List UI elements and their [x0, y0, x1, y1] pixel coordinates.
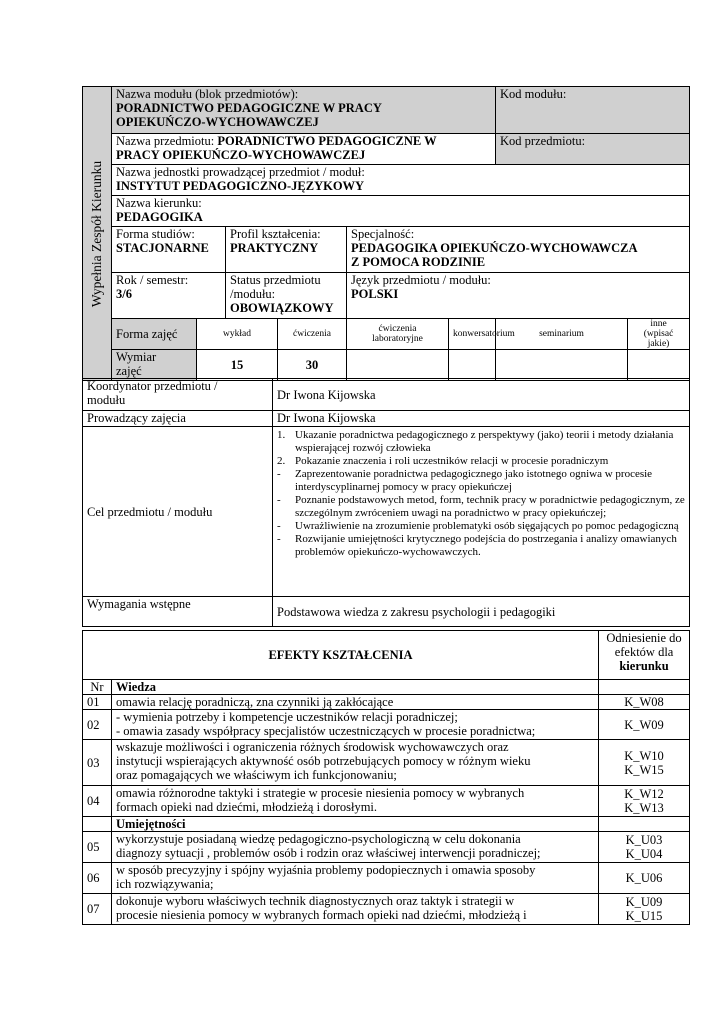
lecture-label: wykład	[223, 329, 251, 339]
goal-item: 1. Ukazanie poradnictwa pedagogicznego z perspektywy (jako) teorii i metody działania wspierającej rozwój człowieka	[277, 429, 674, 454]
coordinator-label-line2: modułu	[87, 393, 126, 407]
other-header	[628, 319, 690, 350]
table-row	[83, 832, 690, 863]
specialization-value-line2: Z POMOCA RODZINIE	[351, 255, 486, 269]
class-form-label: Forma zajęć	[116, 327, 178, 341]
exercises-label: ćwiczenia	[293, 329, 331, 339]
prerequisites-label: Wymagania wstępne	[87, 597, 191, 611]
field-label: Nazwa kierunku:	[116, 196, 202, 210]
skills-label: Umiejętności	[116, 817, 186, 831]
prerequisites-value: Podstawowa wiedza z zakresu psychologii i pedagogiki	[277, 604, 556, 619]
row-nr: 03	[83, 740, 112, 786]
knowledge-header-ref	[599, 680, 690, 695]
skills-header	[112, 817, 599, 832]
status-label-line1: Status przedmiotu	[230, 273, 321, 287]
row-reference: K_U03 K_U04	[599, 832, 690, 863]
goal-label-cell	[83, 427, 273, 597]
module-name-cell	[112, 87, 496, 134]
status-cell	[226, 273, 347, 319]
exercises-header	[278, 319, 347, 350]
skills-header-nr	[83, 817, 112, 832]
row-reference: K_W08	[599, 695, 690, 710]
table-row	[83, 786, 690, 817]
reference-line3: kierunku	[619, 659, 669, 673]
year-cell	[112, 273, 226, 319]
specialization-value-line1: PEDAGOGIKA OPIEKUŃCZO-WYCHOWAWCZA	[351, 241, 638, 255]
study-form-label: Forma studiów:	[116, 227, 195, 241]
subject-code-cell	[496, 134, 690, 165]
profile-label: Profil kształcenia:	[230, 227, 321, 241]
details-table	[82, 378, 690, 627]
skills-header-ref	[599, 817, 690, 832]
language-label: Język przedmiotu / modułu:	[351, 273, 491, 287]
row-nr: 02	[83, 710, 112, 740]
reference-header-cell	[599, 631, 690, 680]
coordinator-label-cell	[83, 379, 273, 411]
hours-lecture-value: 15	[230, 358, 244, 372]
study-form-cell	[112, 227, 226, 273]
row-nr: 05	[83, 832, 112, 863]
nr-label: Nr	[90, 680, 104, 694]
module-code-label: Kod modułu:	[500, 87, 567, 101]
unit-label: Nazwa jednostki prowadzącej przedmiot / moduł:	[116, 165, 365, 179]
field-cell	[112, 196, 690, 227]
row-reference: K_W12 K_W13	[599, 786, 690, 817]
status-value: OBOWIĄZKOWY	[230, 301, 334, 315]
knowledge-header	[112, 680, 599, 695]
year-label: Rok / semestr:	[116, 273, 189, 287]
hours-label-line1: Wymiar	[116, 350, 157, 364]
row-reference: K_U09 K_U15	[599, 894, 690, 925]
goal-item: - Zaprezentowanie poradnictwa pedagogicznego jako istotnego ogniwa w procesie interdyscyplinarnej pomocy w pracy opiekuńczej	[277, 468, 653, 493]
profile-cell	[226, 227, 347, 273]
knowledge-label: Wiedza	[116, 680, 157, 694]
seminar-label: seminarium	[539, 329, 584, 339]
specialization-label: Specjalność:	[351, 227, 415, 241]
row-reference: K_W10 K_W15	[599, 740, 690, 786]
module-label: Nazwa modułu (blok przedmiotów):	[116, 87, 299, 101]
hours-lab	[347, 350, 449, 381]
other-label-line2: (wpisać jakie)	[643, 329, 674, 349]
table-row	[83, 710, 690, 740]
hours-label-cell	[112, 350, 197, 381]
prerequisites-label-cell	[83, 597, 273, 627]
subject-label: Nazwa przedmiotu:	[116, 134, 218, 148]
row-nr: 01	[83, 695, 112, 710]
hours-exercises	[278, 350, 347, 381]
subject-code-label: Kod przedmiotu:	[500, 134, 586, 148]
goal-item: - Rozwijanie umiejętności krytycznego podejścia do postrzegania i analizy omawianych problemów opiekuńczo-wychowawczych.	[277, 533, 677, 558]
subject-name-cell	[112, 134, 496, 165]
hours-conversatory	[449, 350, 496, 381]
row-description: w sposób precyzyjny i spójny wyjaśnia problemy podopiecznych i omawia sposoby ich rozwiązywania;	[112, 863, 599, 894]
coordinator-value: Dr Iwona Kijowska	[277, 387, 376, 402]
unit-cell	[112, 165, 690, 196]
hours-exercises-value: 30	[305, 358, 319, 372]
goal-item: 2. Pokazanie znaczenia i roli uczestników relacji w procesie poradniczym	[277, 455, 609, 467]
nr-header	[83, 680, 112, 695]
seminar-header	[496, 319, 628, 350]
study-form-value: STACJONARNE	[116, 241, 209, 255]
subject-value-line1: PORADNICTWO PEDAGOGICZNE W	[217, 134, 437, 148]
unit-value: INSTYTUT PEDAGOGICZNO-JĘZYKOWY	[116, 179, 365, 193]
reference-line1: Odniesienie do	[606, 631, 682, 645]
hours-seminar	[496, 350, 628, 381]
language-value: POLSKI	[351, 287, 399, 301]
goal-item: - Uwrażliwienie na zrozumienie problematyki osób sięgających po pomoc pedagogiczną	[277, 520, 679, 532]
class-form-label-cell	[112, 319, 197, 350]
goal-list	[277, 429, 685, 559]
row-nr: 07	[83, 894, 112, 925]
table-row	[83, 863, 690, 894]
side-label-cell	[83, 87, 112, 381]
header-table	[82, 86, 690, 381]
table-row	[83, 894, 690, 925]
field-value: PEDAGOGIKA	[116, 210, 203, 224]
teacher-value: Dr Iwona Kijowska	[277, 411, 376, 425]
effects-table	[82, 630, 690, 925]
row-reference: K_U06	[599, 863, 690, 894]
row-description: wykorzystuje posiadaną wiedzę pedagogiczno-psychologiczną w celu dokonania diagnozy sytuacji , problemów osób i rodzin oraz właściwej interwencji poradniczej;	[112, 832, 599, 863]
row-reference: K_W09	[599, 710, 690, 740]
language-cell	[347, 273, 690, 319]
module-value-line2: OPIEKUŃCZO-WYCHOWAWCZEJ	[116, 115, 319, 129]
profile-value: PRAKTYCZNY	[230, 241, 319, 255]
goal-item: - Poznanie podstawowych metod, form, technik pracy w poradnictwie pedagogicznym, ze szczególnym zwróceniem uwagi na poradnictwo w pracy opiekuńczej;	[277, 494, 685, 519]
hours-lecture	[197, 350, 278, 381]
lab-header	[347, 319, 449, 350]
coordinator-value-cell	[273, 379, 690, 411]
table-row	[83, 740, 690, 786]
lecture-header	[197, 319, 278, 350]
row-nr: 06	[83, 863, 112, 894]
row-description: wskazuje możliwości i ograniczenia różnych środowisk wychowawczych oraz instytucji wspierających aktywność osób potrzebujących pomocy w różnym wieku oraz pomagających we właściwym ich funkcjonowaniu;	[112, 740, 599, 786]
row-description: - wymienia potrzeby i kompetencje uczestników relacji poradniczej; - omawia zasady współpracy specjalistów uczestniczących w procesie poradnictwa;	[112, 710, 599, 740]
prerequisites-value-cell	[273, 597, 690, 627]
reference-line2: efektów dla	[614, 645, 674, 659]
module-code-cell	[496, 87, 690, 134]
goal-label: Cel przedmiotu / modułu	[87, 504, 213, 519]
hours-label-line2: zajęć	[116, 364, 142, 378]
lab-label-line1: ćwiczenia	[378, 324, 417, 334]
goal-list-cell	[273, 427, 690, 597]
other-label-line1: inne	[650, 319, 667, 329]
year-value: 3/6	[116, 287, 132, 301]
teacher-label-cell	[83, 411, 273, 427]
lab-label-line2: laboratoryjne	[372, 334, 423, 344]
hours-other	[628, 350, 690, 381]
conversatory-label: konwersatorium	[453, 329, 515, 339]
teacher-label: Prowadzący zajęcia	[87, 411, 186, 425]
effects-title: EFEKTY KSZTAŁCENIA	[268, 648, 413, 662]
effects-title-cell	[83, 631, 599, 680]
row-description: omawia relację poradniczą, zna czynniki ją zakłócające	[112, 695, 599, 710]
conversatory-header	[449, 319, 515, 350]
teacher-value-cell	[273, 411, 690, 427]
status-label-line2: /modułu:	[230, 287, 276, 301]
side-label: Wypełnia Zespół Kierunku	[89, 160, 104, 307]
module-value-line1: PORADNICTWO PEDAGOGICZNE W PRACY	[116, 101, 382, 115]
subject-value-line2: PRACY OPIEKUŃCZO-WYCHOWAWCZEJ	[116, 148, 366, 162]
row-nr: 04	[83, 786, 112, 817]
row-description: dokonuje wyboru właściwych technik diagnostycznych oraz taktyk i strategii w procesie niesienia pomocy w wybranych formach opieki nad dziećmi, młodzieżą i	[112, 894, 599, 925]
table-row	[83, 695, 690, 710]
coordinator-label-line1: Koordynator przedmiotu /	[87, 379, 218, 393]
specialization-cell	[347, 227, 690, 273]
row-description: omawia różnorodne taktyki i strategie w procesie niesienia pomocy w wybranych formach opieki nad dziećmi, młodzieżą i dorosłymi.	[112, 786, 599, 817]
